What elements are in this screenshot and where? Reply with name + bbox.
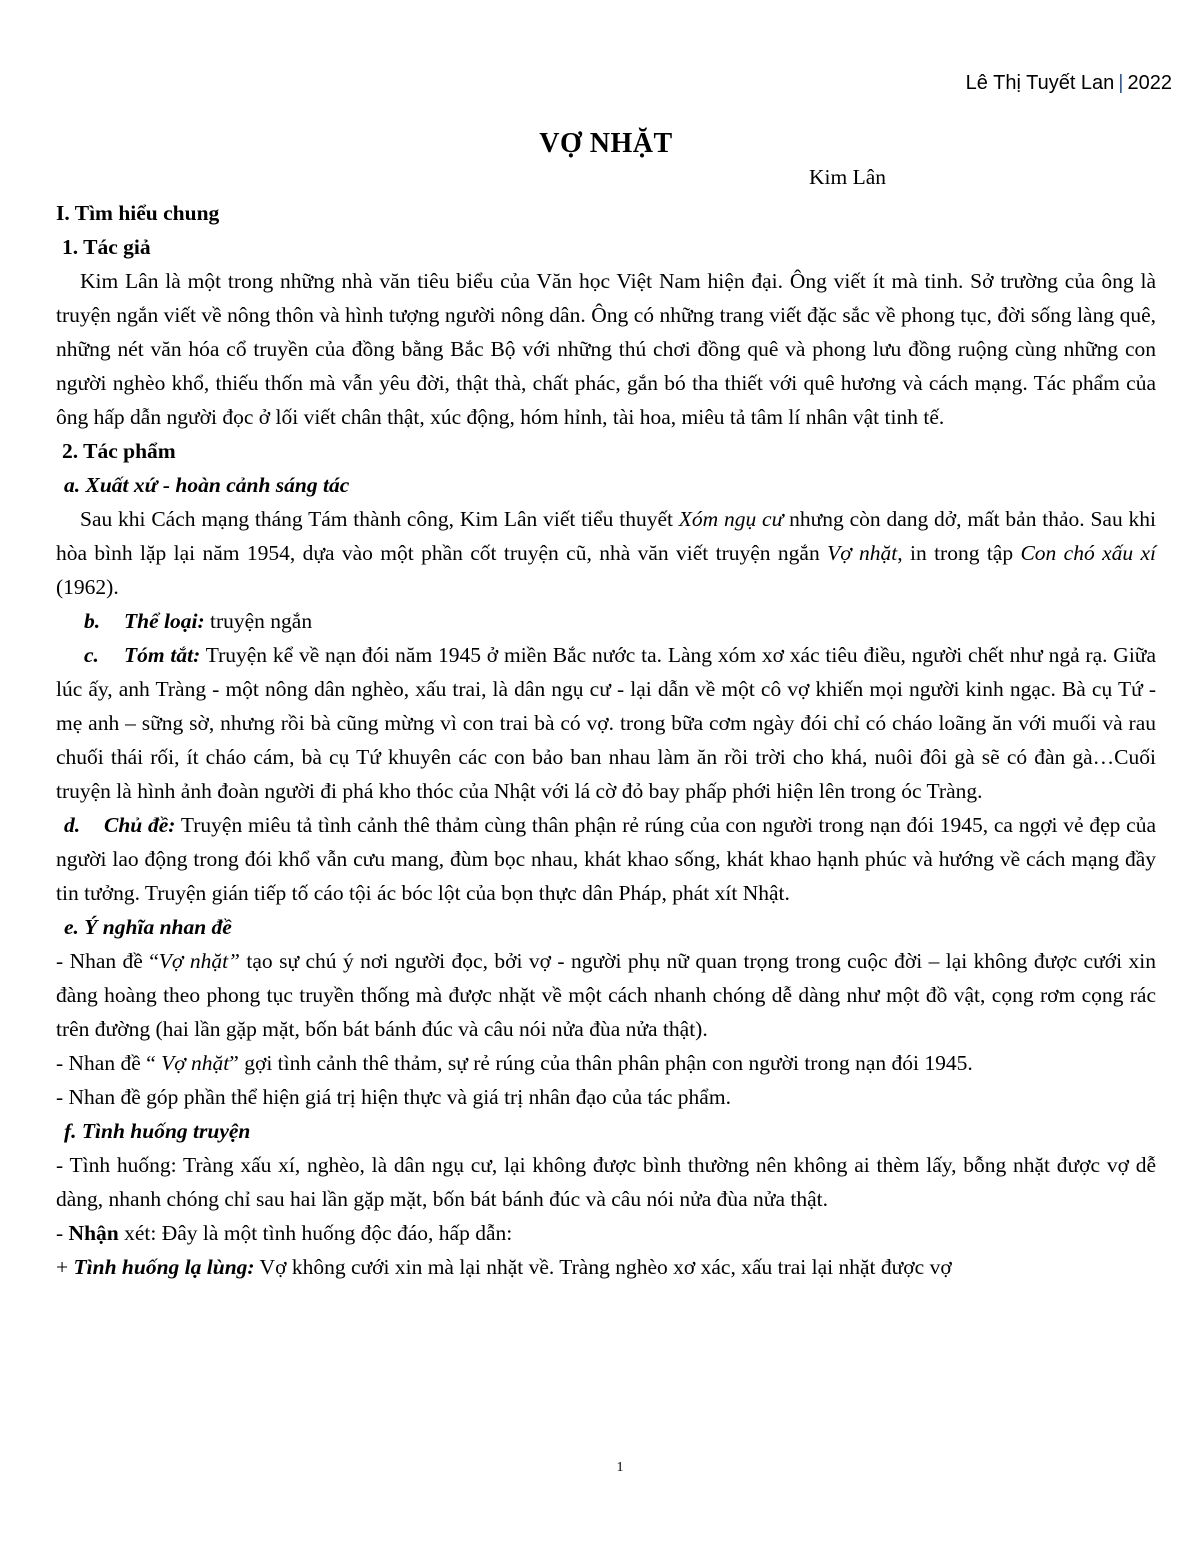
situation-2a: - [56, 1221, 69, 1245]
situation-3-label: Tình huống lạ lùng: [73, 1255, 255, 1279]
title-meaning-2b: ” gợi tình cảnh thê thảm, sự rẻ rúng của thân phân phận con người trong nạn đói 1945. [229, 1051, 973, 1075]
situation-3b: Vợ không cưới xin mà lại nhặt về. Tràng nghèo xơ xác, xấu trai lại nhặt được vợ [254, 1255, 952, 1279]
subsection-heading-author: 1. Tác giả [62, 235, 151, 259]
origin-text-2: nhưng còn dang dở, mất bản thảo. Sau khi hòa bình lặp lại năm 1954, dựa vào một phần cốt truyện cũ, nhà văn viết truyện ngắn [56, 507, 1156, 565]
genre-value: truyện ngắn [204, 609, 313, 633]
page-number: 1 [616, 1460, 624, 1475]
header-author: Lê Thị Tuyết Lan [965, 72, 1115, 94]
origin-text-3: , in trong tập [897, 541, 1021, 565]
situation-2-bold: Nhận [68, 1221, 119, 1245]
origin-text-1: Sau khi Cách mạng tháng Tám thành công, Kim Lân viết tiểu thuyết [80, 507, 679, 531]
title-meaning-1a: - Nhan đề “ [56, 949, 159, 973]
title-meaning-paragraph-3: - Nhan đề góp phần thể hiện giá trị hiện thực và giá trị nhân đạo của tác phẩm. [56, 1085, 731, 1109]
theme-text: Truyện miêu tả tình cảnh thê thảm cùng thân phận rẻ rúng của con người trong nạn đói 1945, ca ngợi vẻ đẹp của người lao động trong đói khổ vẫn cưu mang, đùm bọc nhau, khát khao sống, khát khao hạnh phúc và hướng về cách mạng đầy tin tưởng. Truyện gián tiếp tố cáo tội ác bóc lột của bọn thực dân Pháp, phát xít Nhật. [56, 813, 1156, 905]
title-meaning-2a: - Nhan đề “ [56, 1051, 162, 1075]
origin-collection-title: Con chó xấu xí [1020, 541, 1156, 565]
heading-origin: a. Xuất xứ - hoàn cảnh sáng tác [64, 473, 350, 497]
document-author: Kim Lân [808, 165, 886, 189]
theme-paragraph [56, 808, 1156, 910]
subsection-heading-work: 2. Tác phẩm [62, 439, 176, 463]
theme-letter: d. [64, 813, 81, 837]
title-meaning-1-italic: Vợ nhặt” [158, 949, 240, 973]
title-meaning-2-italic: Vợ nhặt [161, 1051, 230, 1075]
section-heading-general: I. Tìm hiểu chung [56, 201, 220, 225]
summary-label: Tóm tắt: [124, 643, 201, 667]
heading-situation: f. Tình huống truyện [64, 1119, 251, 1143]
summary-letter: c. [84, 643, 99, 667]
document-title: VỢ NHẶT [539, 128, 673, 159]
situation-paragraph-3 [56, 1250, 1156, 1284]
title-meaning-paragraph-2 [56, 1046, 1156, 1080]
summary-text: Truyện kể về nạn đói năm 1945 ở miền Bắc nước ta. Làng xóm xơ xác tiêu điều, người chết như ngả rạ. Giữa lúc ấy, anh Tràng - một nông dân nghèo, xấu trai, là dân ngụ cư - lại dẫn về một cô vợ khiến mọi người kinh ngạc. Bà cụ Tứ - mẹ anh – sững sờ, nhưng rồi bà cũng mừng vì con trai bà có vợ. trong bữa cơm ngày đói chỉ có cháo loãng ăn với muối và rau chuối thái rối, ít cháo cám, bà cụ Tứ khuyên các con bảo ban nhau làm ăn rồi trời cho khá, nuôi đôi gà sẽ có đàn gà…Cuối truyện là hình ảnh đoàn người đi phá kho thóc của Nhật với lá cờ đỏ bay phấp phới hiện lên trong óc Tràng. [56, 643, 1156, 803]
situation-paragraph-2 [56, 1216, 1156, 1250]
origin-text-4: (1962). [56, 575, 119, 599]
header-year: 2022 [1127, 72, 1172, 94]
header-separator: | [1118, 72, 1124, 94]
situation-2b: xét: Đây là một tình huống độc đáo, hấp dẫn: [118, 1221, 513, 1245]
title-meaning-1b: tạo sự chú ý nơi người đọc, bởi vợ - người phụ nữ quan trọng trong cuộc đời – lại không được cưới xin đàng hoàng theo phong tục truyền thống mà được nhặt về một cách nhanh chóng dễ dàng như một đồ vật, cọng rơm cọng rác trên đường (hai lần gặp mặt, bốn bát bánh đúc và câu nói nửa đùa nửa thật). [56, 949, 1156, 1041]
situation-paragraph-1: - Tình huống: Tràng xấu xí, nghèo, là dân ngụ cư, lại không được bình thường nên không ai thèm lấy, bỗng nhặt được vợ dễ dàng, nhanh chóng chỉ sau hai lần gặp mặt, bốn bát bánh đúc và câu nói nửa đùa nửa thật. [56, 1153, 1156, 1211]
origin-story-title: Vợ nhặt [827, 541, 898, 565]
genre-label: Thể loại: [124, 609, 205, 633]
heading-title-meaning: e. Ý nghĩa nhan đề [64, 915, 232, 939]
genre-line [84, 604, 1156, 638]
summary-paragraph [56, 638, 1156, 808]
page-header [966, 72, 1172, 95]
origin-novel-title: Xóm ngụ cư [678, 507, 784, 531]
document-body [56, 124, 1156, 1284]
origin-paragraph [56, 502, 1156, 604]
situation-3a: + [56, 1255, 74, 1279]
author-paragraph: Kim Lân là một trong những nhà văn tiêu biểu của Văn học Việt Nam hiện đại. Ông viết ít mà tinh. Sở trường của ông là truyện ngắn viết về nông thôn và hình tượng người nông dân. Ông có những trang viết đặc sắc về phong tục, đời sống làng quê, những nét văn hóa cổ truyền của đồng bằng Bắc Bộ với những thú chơi đồng quê và phong lưu đồng ruộng cùng những con người nghèo khổ, thiếu thốn mà vẫn yêu đời, thật thà, chất phác, gắn bó tha thiết với quê hương và cách mạng. Tác phẩm của ông hấp dẫn người đọc ở lối viết chân thật, xúc động, hóm hỉnh, tài hoa, miêu tả tâm lí nhân vật tinh tế. [56, 269, 1156, 429]
genre-letter: b. [84, 609, 101, 633]
title-meaning-paragraph-1 [56, 944, 1156, 1046]
theme-label: Chủ đề: [104, 813, 176, 837]
